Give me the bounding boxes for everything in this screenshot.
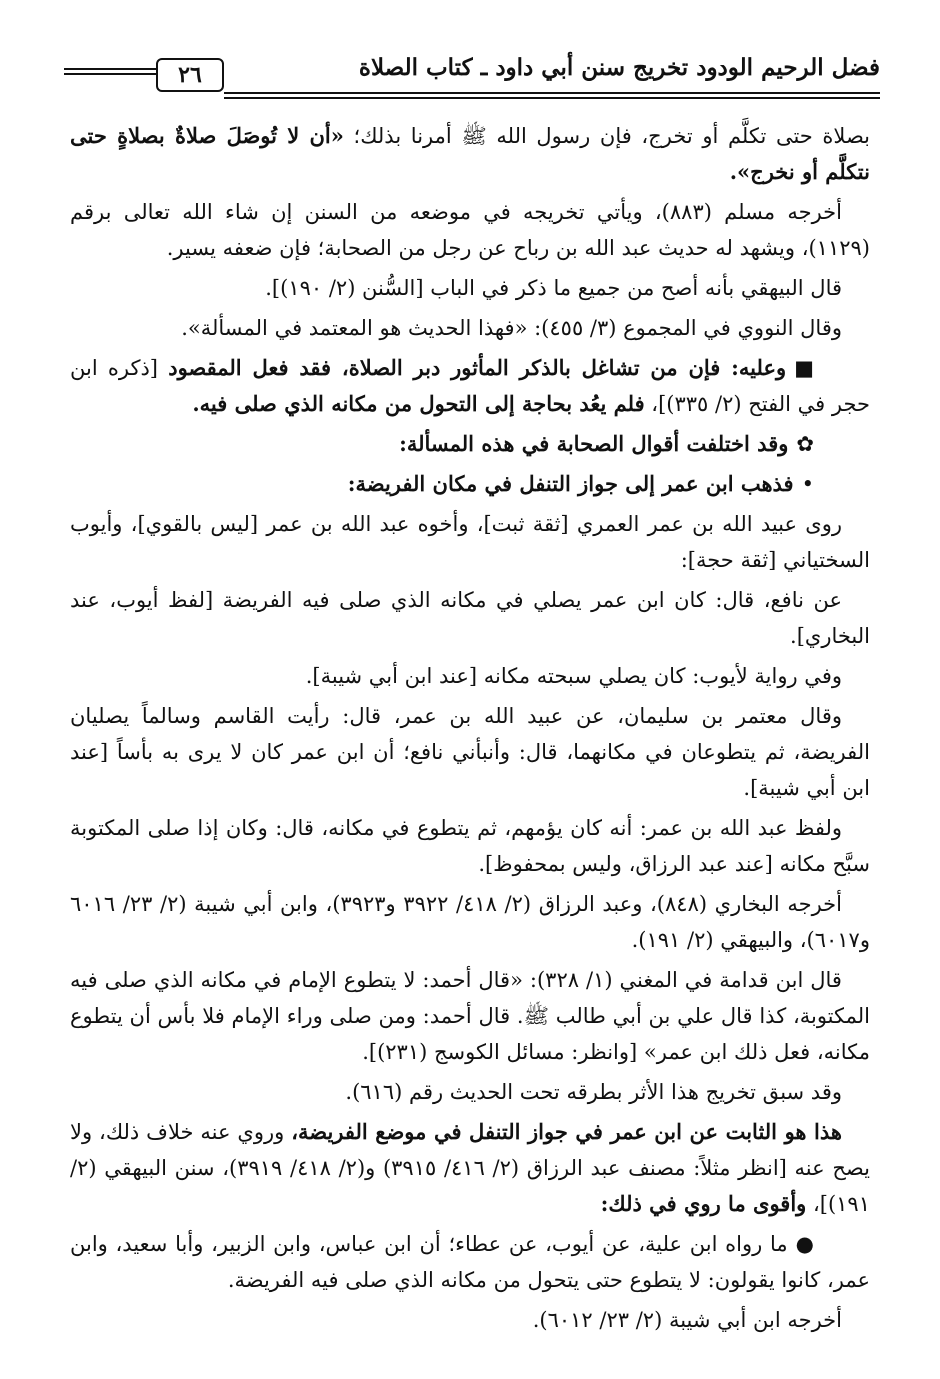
section-heading: ✿وقد اختلفت أقوال الصحابة في هذه المسألة: (70, 426, 870, 462)
paragraph: قال ابن قدامة في المغني (١/ ٣٢٨): «قال أحمد: لا يتطوع الإمام في مكانه الذي صلى فيه المكتوبة، كذا قال علي بن أبي طالب ﷺ. قال أحمد: ومن صلى وراء الإمام فلا بأس أن يتطوع مكانه، فعل ذلك ابن عمر» [وانظر: مسائل الكوسج (٢٣١)]. (70, 968, 870, 1064)
body-text (70, 118, 870, 1342)
paragraph: عن نافع، قال: كان ابن عمر يصلي في مكانه الذي صلى فيه الفريضة [لفظ أيوب، عند البخاري]. (70, 588, 870, 648)
paragraph: وقال معتمر بن سليمان، عن عبيد الله بن عمر، قال: رأيت القاسم وسالماً يصليان الفريضة، ثم يتطوعان في مكانهما، قال: وأنبأني نافع؛ أن ابن عمر كان لا يرى به بأساً [عند ابن أبي شيبة]. (70, 704, 870, 800)
running-title: فضل الرحيم الودود تخريج سنن أبي داود ـ كتاب الصلاة (358, 54, 880, 81)
flower-ornament-icon: ✿ (796, 432, 814, 456)
header-rule-second (224, 97, 880, 99)
paragraph: ■وعليه: فإن من تشاغل بالذكر المأثور دبر الصلاة، فقد فعل المقصود [ذكره ابن حجر في الفتح (٢/ ٣٣٥)]، فلم يعُد بحاجة إلى التحول من مكانه الذي صلى فيه. (70, 350, 870, 422)
paragraph: وقال النووي في المجموع (٣/ ٤٥٥): «فهذا الحديث هو المعتمد في المسألة». (181, 316, 842, 340)
paragraph: قال البيهقي بأنه أصح من جميع ما ذكر في الباب [السُّنن (٢/ ١٩٠)]. (265, 276, 842, 300)
circle-bullet-icon: • (801, 472, 814, 496)
paragraph: ولفظ عبد الله بن عمر: أنه كان يؤمهم، ثم يتطوع في مكانه، قال: وكان إذا صلى المكتوبة سبَّح مكانه [عند عبد الرزاق، وليس بمحفوظ]. (70, 816, 870, 876)
paragraph: روى عبيد الله بن عمر العمري [ثقة ثبت]، وأخوه عبد الله بن عمر [ليس بالقوي]، وأيوب السختياني [ثقة حجة]: (70, 512, 870, 572)
square-bullet-icon: ■ (794, 356, 814, 380)
paragraph: أخرجه ابن أبي شيبة (٢/ ٢٣/ ٦٠١٢). (532, 1308, 842, 1332)
badge-decoration (64, 68, 156, 78)
paragraph: أخرجه مسلم (٨٨٣)، ويأتي تخريجه في موضعه من السنن إن شاء الله تعالى برقم (١١٢٩)، ويشهد له حديث عبد الله بن رباح عن رجل من الصحابة؛ فإن ضعفه يسير. (70, 200, 870, 260)
page-number: ٢٦ (156, 58, 224, 92)
paragraph: وقد سبق تخريج هذا الأثر بطرقه تحت الحديث رقم (٦١٦). (345, 1080, 842, 1104)
paragraph: ●ما رواه ابن علية، عن أيوب، عن عطاء؛ أن ابن عباس، وابن الزبير، وأبا سعيد، وابن عمر، كانوا يقولون: لا يتطوع حتى يتحول من مكانه الذي صلى فيه الفريضة. (70, 1226, 870, 1298)
section-heading: •فذهب ابن عمر إلى جواز التنفل في مكان الفريضة: (70, 466, 870, 502)
paragraph: بصلاة حتى تكلَّم أو تخرج، فإن رسول الله ﷺ أمرنا بذلك؛ «أن لا تُوصَلَ صلاةٌ بصلاةٍ حتى نتكلَّم أو نخرج». (70, 123, 870, 184)
header-rule (224, 92, 880, 94)
dot-bullet-icon: ● (795, 1232, 814, 1256)
paragraph: أخرجه البخاري (٨٤٨)، وعبد الرزاق (٢/ ٤١٨/ ٣٩٢٢ و٣٩٢٣)، وابن أبي شيبة (٢/ ٢٣/ ٦٠١٦ و٦٠١٧)، والبيهقي (٢/ ١٩١). (70, 892, 870, 952)
page-header (64, 42, 880, 98)
paragraph: وفي رواية لأيوب: كان يصلي سبحته مكانه [عند ابن أبي شيبة]. (305, 664, 842, 688)
paragraph: هذا هو الثابت عن ابن عمر في جواز التنفل في موضع الفريضة، وروي عنه خلاف ذلك، ولا يصح عنه [انظر مثلاً: مصنف عبد الرزاق (٢/ ٤١٦/ ٣٩١٥) و(٢/ ٤١٨/ ٣٩١٩)، سنن البيهقي (٢/ ١٩١)]، وأقوى ما روي في ذلك: (70, 1119, 870, 1216)
